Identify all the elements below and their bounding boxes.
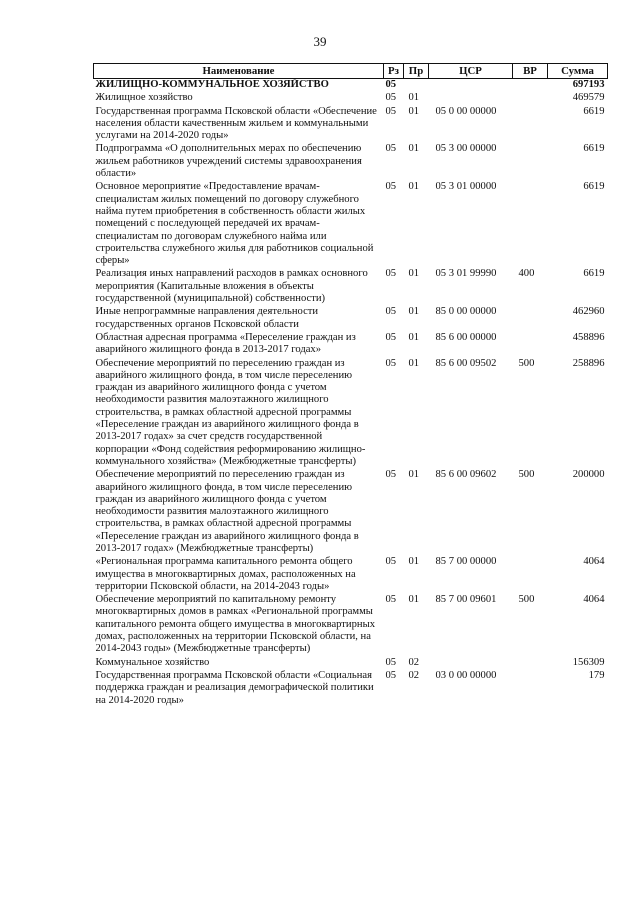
table-row xyxy=(94,143,608,181)
cell-pr: 01 xyxy=(408,92,420,104)
cell-name: Областная адресная программа «Переселение граждан из аварийного жилищного фонда в 2013-2017 годах» xyxy=(95,331,356,356)
header-vr: ВР xyxy=(513,64,548,79)
cell-name: Обеспечение мероприятий по переселению граждан из аварийного жилищного фонда, в том числе переселению граждан из аварийного жилищного фонда с учетом необходимости развития малоэтажного жилищного строительства, в рамках областной адресной программы «Переселение граждан из аварийного жилищного фонда в 2013-2017 годах» за счет средств государственной корпорации «Фонд содействия реформированию жилищно-коммунального хозяйства» (Межбюджетные трансферты) xyxy=(95,357,366,467)
cell-pr: 01 xyxy=(408,105,420,117)
cell-csr xyxy=(429,657,513,670)
table-row xyxy=(94,594,608,656)
table-row xyxy=(94,358,608,470)
cell-rz: 05 xyxy=(385,143,397,155)
cell-name: Государственная программа Псковской области «Социальная поддержка граждан и реализация демографической политики на 2014-2020 годы» xyxy=(95,669,374,706)
cell-rz: 05 xyxy=(385,92,397,104)
cell-sum: 6619 xyxy=(583,181,605,193)
cell-rz: 05 xyxy=(385,79,397,90)
cell-name: Подпрограмма «О дополнительных мерах по обеспечению жильем работников учреждений системы здравоохранения области» xyxy=(95,143,362,180)
cell-pr: 02 xyxy=(408,669,420,681)
cell-rz: 05 xyxy=(385,331,397,343)
cell-csr: 85 6 00 00000 xyxy=(435,331,497,343)
cell-sum: 697193 xyxy=(572,79,605,90)
cell-vr xyxy=(513,306,548,332)
cell-pr: 01 xyxy=(408,268,420,280)
cell-csr: 05 0 00 00000 xyxy=(435,105,497,117)
cell-sum: 6619 xyxy=(583,268,605,280)
cell-name: Коммунальное хозяйство xyxy=(95,656,210,668)
budget-table xyxy=(93,63,608,708)
header-sum: Сумма xyxy=(548,64,608,79)
cell-rz: 05 xyxy=(385,556,397,568)
cell-rz: 05 xyxy=(385,306,397,318)
table-row xyxy=(94,556,608,594)
cell-name: Государственная программа Псковской области «Обеспечение населения области качественным жильем и коммунальными услугами на 2014-2020 годы» xyxy=(95,105,377,142)
cell-rz: 05 xyxy=(385,357,397,369)
cell-rz: 05 xyxy=(385,669,397,681)
cell-csr: 05 3 01 99990 xyxy=(435,268,497,280)
cell-vr: 500 xyxy=(518,357,535,369)
cell-name: ЖИЛИЩНО-КОММУНАЛЬНОЕ ХОЗЯЙСТВО xyxy=(95,79,329,90)
table-header-row xyxy=(94,64,608,79)
cell-sum: 200000 xyxy=(572,469,605,481)
cell-sum: 6619 xyxy=(583,143,605,155)
cell-name: Обеспечение мероприятий по капитальному ремонту многоквартирных домов в рамках «Региональной программы капитального ремонта общего имущества в многоквартирных домах, расположенных на территории Псковской области, на 2014-2043 годы» (Межбюджетные трансферты) xyxy=(95,594,375,655)
cell-pr: 01 xyxy=(408,556,420,568)
header-name: Наименование xyxy=(94,64,384,79)
cell-rz: 05 xyxy=(385,105,397,117)
cell-vr xyxy=(513,332,548,358)
cell-pr: 01 xyxy=(408,143,420,155)
cell-name: Основное мероприятие «Предоставление врачам-специалистам жилых помещений по договору служебного найма путем приобретения в собственность области жилых помещений с последующей передачей их врачам-специалистам по договорам служебного найма или строительства служебного жилья для работников социальной сферы» xyxy=(95,181,374,267)
cell-name: Жилищное хозяйство xyxy=(95,92,193,104)
header-pr: Пр xyxy=(404,64,429,79)
cell-vr xyxy=(513,79,548,93)
cell-pr: 01 xyxy=(408,331,420,343)
cell-rz: 05 xyxy=(385,594,397,606)
cell-pr xyxy=(404,79,429,93)
cell-pr: 01 xyxy=(408,306,420,318)
table-row xyxy=(94,181,608,268)
cell-sum: 4064 xyxy=(583,556,605,568)
cell-rz: 05 xyxy=(385,181,397,193)
cell-csr: 85 7 00 09601 xyxy=(435,594,497,606)
section-row xyxy=(94,79,608,93)
cell-csr: 85 6 00 09602 xyxy=(435,469,497,481)
cell-csr: 85 6 00 09502 xyxy=(435,357,497,369)
cell-vr xyxy=(513,181,548,268)
cell-pr: 01 xyxy=(408,181,420,193)
table-body xyxy=(94,79,608,708)
table-row xyxy=(94,92,608,105)
cell-vr xyxy=(513,657,548,670)
cell-vr xyxy=(513,92,548,105)
table-row xyxy=(94,268,608,306)
page-number: 39 xyxy=(313,34,327,49)
cell-pr: 02 xyxy=(408,656,420,668)
cell-vr xyxy=(513,106,548,144)
header-csr: ЦСР xyxy=(429,64,513,79)
cell-name: Обеспечение мероприятий по переселению граждан из аварийного жилищного фонда, в том числе переселению граждан из аварийного жилищного фонда с учетом необходимости развития малоэтажного жилищного строительства, в рамках областной адресной программы «Переселение граждан из аварийного жилищного фонда в 2013-2017 годах» (Межбюджетные трансферты) xyxy=(95,469,359,554)
cell-vr: 400 xyxy=(518,268,535,280)
cell-csr: 05 3 00 00000 xyxy=(435,143,497,155)
cell-name: «Региональная программа капитального ремонта общего имущества в многоквартирных домах, расположенных на территории Псковской области, на 2014-2043 годы» xyxy=(95,556,356,592)
cell-csr: 85 7 00 00000 xyxy=(435,556,497,568)
cell-sum: 6619 xyxy=(583,105,605,117)
cell-csr: 05 3 01 00000 xyxy=(435,181,497,193)
cell-vr xyxy=(513,143,548,181)
cell-csr xyxy=(429,92,513,105)
table-row xyxy=(94,670,608,708)
cell-rz: 05 xyxy=(385,469,397,481)
cell-csr: 85 0 00 00000 xyxy=(435,306,497,318)
cell-rz: 05 xyxy=(385,268,397,280)
cell-sum: 462960 xyxy=(572,306,605,318)
cell-vr: 500 xyxy=(518,469,535,481)
cell-vr xyxy=(513,556,548,594)
cell-rz: 05 xyxy=(385,656,397,668)
cell-sum: 258896 xyxy=(572,357,605,369)
cell-sum: 458896 xyxy=(572,331,605,343)
cell-csr xyxy=(429,79,513,93)
cell-pr: 01 xyxy=(408,469,420,481)
cell-sum: 156309 xyxy=(572,656,605,668)
cell-pr: 01 xyxy=(408,357,420,369)
table-row xyxy=(94,332,608,358)
cell-sum: 4064 xyxy=(583,594,605,606)
table-row xyxy=(94,306,608,332)
table-row xyxy=(94,657,608,670)
table-row xyxy=(94,106,608,144)
cell-vr: 500 xyxy=(518,594,535,606)
cell-pr: 01 xyxy=(408,594,420,606)
cell-vr xyxy=(513,670,548,708)
cell-csr: 03 0 00 00000 xyxy=(435,669,497,681)
cell-name: Иные непрограммные направления деятельности государственных органов Псковской области xyxy=(95,306,319,330)
cell-sum: 179 xyxy=(588,669,605,681)
header-rz: Рз xyxy=(384,64,404,79)
cell-sum: 469579 xyxy=(572,92,605,104)
table-row xyxy=(94,469,608,556)
cell-name: Реализация иных направлений расходов в рамках основного мероприятия (Капитальные вложения в объекты государственной (муниципальной) собственности) xyxy=(95,268,368,305)
